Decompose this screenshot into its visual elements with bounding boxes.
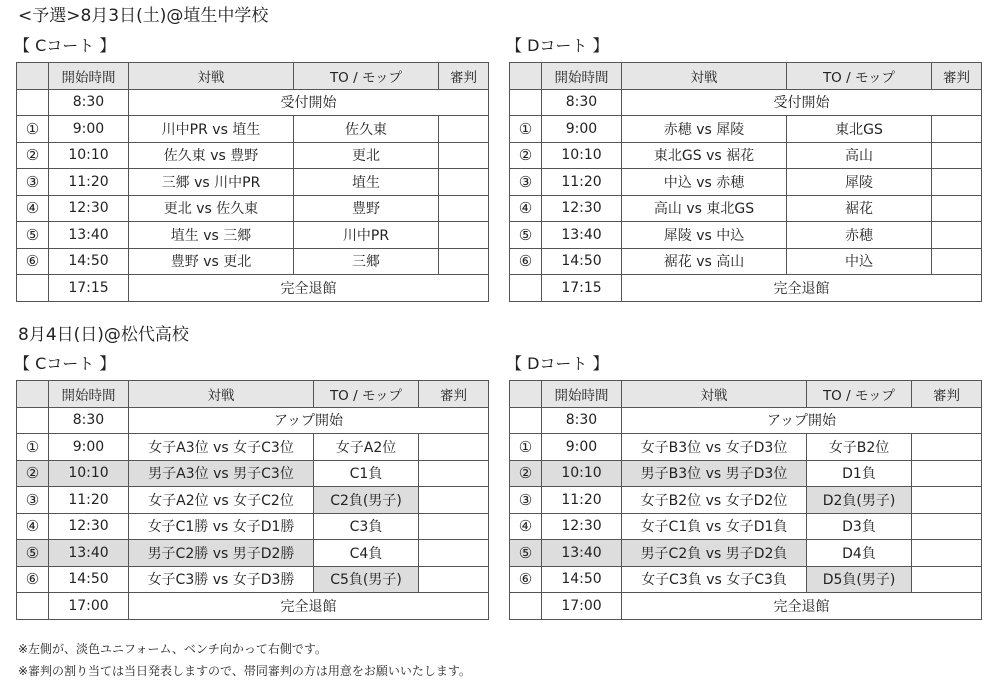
match-time: 11:20 bbox=[542, 487, 622, 514]
to-mop-team: 女子A2位 bbox=[314, 434, 419, 461]
match-number: ⑤ bbox=[17, 540, 49, 567]
to-mop-header: TO / モップ bbox=[294, 63, 439, 90]
match-time: 10:10 bbox=[542, 142, 622, 169]
day1-court-d-label: 【 Dコート 】 bbox=[506, 36, 609, 55]
day2-court-c-label: 【 Cコート 】 bbox=[14, 354, 116, 373]
referee-header: 審判 bbox=[912, 381, 982, 408]
match-number: ⑥ bbox=[510, 248, 542, 275]
closing-time: 17:15 bbox=[49, 275, 129, 302]
match-number: ④ bbox=[17, 513, 49, 540]
to-mop-team: 東北GS bbox=[787, 116, 932, 143]
referee-cell bbox=[439, 195, 489, 222]
closing-time: 17:00 bbox=[542, 593, 622, 620]
reception-label: 受付開始 bbox=[622, 89, 982, 116]
match-teams: 裾花 vs 高山 bbox=[622, 248, 787, 275]
referee-cell bbox=[439, 222, 489, 249]
match-time: 13:40 bbox=[542, 222, 622, 249]
match-header: 対戦 bbox=[622, 381, 807, 408]
table-row bbox=[510, 142, 982, 169]
day1-court-d-table bbox=[509, 62, 982, 302]
match-teams: 豊野 vs 更北 bbox=[129, 248, 294, 275]
to-mop-header: TO / モップ bbox=[314, 381, 419, 408]
referee-cell bbox=[419, 566, 489, 593]
match-teams: 東北GS vs 裾花 bbox=[622, 142, 787, 169]
warmup-time: 8:30 bbox=[542, 407, 622, 434]
match-time: 14:50 bbox=[49, 566, 129, 593]
reception-row bbox=[510, 89, 982, 116]
match-teams: 女子A3位 vs 女子C3位 bbox=[129, 434, 314, 461]
to-mop-team: C5負(男子) bbox=[314, 566, 419, 593]
match-number: ③ bbox=[510, 487, 542, 514]
referee-cell bbox=[419, 513, 489, 540]
referee-cell bbox=[912, 540, 982, 567]
table-row bbox=[17, 116, 489, 143]
referee-header: 審判 bbox=[439, 63, 489, 90]
warmup-label: アップ開始 bbox=[622, 407, 982, 434]
table-row bbox=[17, 169, 489, 196]
match-number: ④ bbox=[17, 195, 49, 222]
to-mop-team: 高山 bbox=[787, 142, 932, 169]
match-number: ④ bbox=[510, 513, 542, 540]
to-mop-team: 中込 bbox=[787, 248, 932, 275]
match-time: 14:50 bbox=[542, 566, 622, 593]
table-row bbox=[17, 195, 489, 222]
to-mop-team: C2負(男子) bbox=[314, 487, 419, 514]
match-number: ① bbox=[17, 434, 49, 461]
table-row bbox=[17, 540, 489, 567]
to-mop-team: 川中PR bbox=[294, 222, 439, 249]
match-time: 14:50 bbox=[542, 248, 622, 275]
match-teams: 赤穂 vs 犀陵 bbox=[622, 116, 787, 143]
table-row bbox=[510, 222, 982, 249]
day1-court-c-table bbox=[16, 62, 489, 302]
closing-label: 完全退館 bbox=[622, 593, 982, 620]
reception-time: 8:30 bbox=[542, 89, 622, 116]
match-teams: 男子A3位 vs 男子C3位 bbox=[129, 460, 314, 487]
referee-cell bbox=[419, 434, 489, 461]
match-number: ② bbox=[17, 460, 49, 487]
blank-header-cell bbox=[17, 63, 49, 90]
table-row bbox=[510, 116, 982, 143]
to-mop-team: D5負(男子) bbox=[807, 566, 912, 593]
reception-time: 8:30 bbox=[49, 89, 129, 116]
match-time: 13:40 bbox=[49, 222, 129, 249]
match-number: ② bbox=[510, 142, 542, 169]
table-row bbox=[510, 434, 982, 461]
match-time: 10:10 bbox=[542, 460, 622, 487]
match-time: 12:30 bbox=[49, 195, 129, 222]
to-mop-header: TO / モップ bbox=[787, 63, 932, 90]
referee-cell bbox=[932, 248, 982, 275]
start-time-header: 開始時間 bbox=[49, 63, 129, 90]
to-mop-team: D4負 bbox=[807, 540, 912, 567]
match-number: ② bbox=[510, 460, 542, 487]
match-time: 12:30 bbox=[49, 513, 129, 540]
table-row bbox=[17, 222, 489, 249]
match-header: 対戦 bbox=[129, 63, 294, 90]
to-mop-header: TO / モップ bbox=[807, 381, 912, 408]
referee-cell bbox=[932, 116, 982, 143]
match-number: ② bbox=[17, 142, 49, 169]
to-mop-team: C1負 bbox=[314, 460, 419, 487]
start-time-header: 開始時間 bbox=[542, 63, 622, 90]
warmup-row bbox=[510, 407, 982, 434]
match-teams: 高山 vs 東北GS bbox=[622, 195, 787, 222]
table-row bbox=[17, 460, 489, 487]
referee-header: 審判 bbox=[419, 381, 489, 408]
match-time: 12:30 bbox=[542, 513, 622, 540]
match-teams: 女子C3勝 vs 女子D3勝 bbox=[129, 566, 314, 593]
table-row bbox=[510, 169, 982, 196]
referee-cell bbox=[419, 540, 489, 567]
referee-cell bbox=[932, 195, 982, 222]
match-number: ① bbox=[17, 116, 49, 143]
referee-cell bbox=[932, 169, 982, 196]
table-header-row bbox=[510, 63, 982, 90]
match-number: ⑥ bbox=[17, 248, 49, 275]
note-uniform: ※左側が、淡色ユニフォーム、ベンチ向かって右側です。 bbox=[18, 642, 327, 656]
match-time: 11:20 bbox=[49, 169, 129, 196]
match-teams: 佐久東 vs 豊野 bbox=[129, 142, 294, 169]
blank-header-cell bbox=[17, 381, 49, 408]
match-number: ⑥ bbox=[510, 566, 542, 593]
match-header: 対戦 bbox=[622, 63, 787, 90]
match-teams: 男子C2負 vs 男子D2負 bbox=[622, 540, 807, 567]
closing-label: 完全退館 bbox=[129, 593, 489, 620]
referee-cell bbox=[912, 513, 982, 540]
closing-row bbox=[510, 593, 982, 620]
day2-court-d-table bbox=[509, 380, 982, 620]
match-teams: 中込 vs 赤穂 bbox=[622, 169, 787, 196]
to-mop-team: 三郷 bbox=[294, 248, 439, 275]
closing-label: 完全退館 bbox=[622, 275, 982, 302]
match-number: ⑤ bbox=[17, 222, 49, 249]
referee-cell bbox=[419, 487, 489, 514]
match-number: ⑤ bbox=[510, 222, 542, 249]
table-row bbox=[510, 513, 982, 540]
match-teams: 女子B2位 vs 女子D2位 bbox=[622, 487, 807, 514]
start-time-header: 開始時間 bbox=[542, 381, 622, 408]
closing-row bbox=[510, 275, 982, 302]
warmup-time: 8:30 bbox=[49, 407, 129, 434]
table-header-row bbox=[17, 381, 489, 408]
to-mop-team: 更北 bbox=[294, 142, 439, 169]
match-teams: 女子C1勝 vs 女子D1勝 bbox=[129, 513, 314, 540]
match-time: 13:40 bbox=[49, 540, 129, 567]
table-row bbox=[17, 487, 489, 514]
match-teams: 三郷 vs 川中PR bbox=[129, 169, 294, 196]
match-time: 13:40 bbox=[542, 540, 622, 567]
match-number: ① bbox=[510, 116, 542, 143]
to-mop-team: 埴生 bbox=[294, 169, 439, 196]
reception-row bbox=[17, 89, 489, 116]
closing-label: 完全退館 bbox=[129, 275, 489, 302]
table-row bbox=[510, 248, 982, 275]
referee-cell bbox=[912, 487, 982, 514]
table-header-row bbox=[17, 63, 489, 90]
table-row bbox=[17, 248, 489, 275]
referee-cell bbox=[932, 222, 982, 249]
table-row bbox=[17, 513, 489, 540]
match-number: ④ bbox=[510, 195, 542, 222]
referee-cell bbox=[912, 434, 982, 461]
match-time: 11:20 bbox=[49, 487, 129, 514]
blank-header-cell bbox=[510, 63, 542, 90]
to-mop-team: D2負(男子) bbox=[807, 487, 912, 514]
table-row bbox=[510, 540, 982, 567]
referee-cell bbox=[439, 116, 489, 143]
to-mop-team: D3負 bbox=[807, 513, 912, 540]
table-row bbox=[17, 434, 489, 461]
start-time-header: 開始時間 bbox=[49, 381, 129, 408]
match-number: ③ bbox=[510, 169, 542, 196]
match-time: 9:00 bbox=[542, 116, 622, 143]
note-referee: ※審判の割り当ては当日発表しますので、帯同審判の方は用意をお願いいたします。 bbox=[18, 664, 471, 678]
table-header-row bbox=[510, 381, 982, 408]
referee-cell bbox=[439, 142, 489, 169]
match-time: 9:00 bbox=[49, 116, 129, 143]
day2-court-d-label: 【 Dコート 】 bbox=[506, 354, 609, 373]
table-row bbox=[510, 460, 982, 487]
table-row bbox=[510, 487, 982, 514]
reception-label: 受付開始 bbox=[129, 89, 489, 116]
warmup-row bbox=[17, 407, 489, 434]
closing-row bbox=[17, 275, 489, 302]
referee-header: 審判 bbox=[932, 63, 982, 90]
match-teams: 女子B3位 vs 女子D3位 bbox=[622, 434, 807, 461]
referee-cell bbox=[912, 460, 982, 487]
match-teams: 更北 vs 佐久東 bbox=[129, 195, 294, 222]
to-mop-team: 犀陵 bbox=[787, 169, 932, 196]
match-teams: 川中PR vs 埴生 bbox=[129, 116, 294, 143]
match-teams: 男子C2勝 vs 男子D2勝 bbox=[129, 540, 314, 567]
to-mop-team: 赤穂 bbox=[787, 222, 932, 249]
match-teams: 女子A2位 vs 女子C2位 bbox=[129, 487, 314, 514]
to-mop-team: D1負 bbox=[807, 460, 912, 487]
day2-title: 8月4日(日)@松代高校 bbox=[18, 325, 189, 345]
to-mop-team: 佐久東 bbox=[294, 116, 439, 143]
match-teams: 女子C1負 vs 女子D1負 bbox=[622, 513, 807, 540]
match-number: ⑤ bbox=[510, 540, 542, 567]
referee-cell bbox=[419, 460, 489, 487]
referee-cell bbox=[439, 169, 489, 196]
match-teams: 犀陵 vs 中込 bbox=[622, 222, 787, 249]
to-mop-team: 裾花 bbox=[787, 195, 932, 222]
match-time: 14:50 bbox=[49, 248, 129, 275]
match-number: ① bbox=[510, 434, 542, 461]
table-row bbox=[510, 566, 982, 593]
match-teams: 女子C3負 vs 女子C3負 bbox=[622, 566, 807, 593]
match-teams: 男子B3位 vs 男子D3位 bbox=[622, 460, 807, 487]
match-number: ⑥ bbox=[17, 566, 49, 593]
day1-court-c-label: 【 Cコート 】 bbox=[14, 36, 116, 55]
referee-cell bbox=[439, 248, 489, 275]
match-number: ③ bbox=[17, 169, 49, 196]
day1-title: <予選>8月3日(土)@埴生中学校 bbox=[18, 6, 269, 26]
warmup-label: アップ開始 bbox=[129, 407, 489, 434]
match-time: 10:10 bbox=[49, 460, 129, 487]
closing-row bbox=[17, 593, 489, 620]
table-row bbox=[510, 195, 982, 222]
match-time: 12:30 bbox=[542, 195, 622, 222]
match-teams: 埴生 vs 三郷 bbox=[129, 222, 294, 249]
match-number: ③ bbox=[17, 487, 49, 514]
match-time: 9:00 bbox=[542, 434, 622, 461]
table-row bbox=[17, 142, 489, 169]
match-time: 9:00 bbox=[49, 434, 129, 461]
table-row bbox=[17, 566, 489, 593]
referee-cell bbox=[912, 566, 982, 593]
closing-time: 17:00 bbox=[49, 593, 129, 620]
match-time: 10:10 bbox=[49, 142, 129, 169]
to-mop-team: 豊野 bbox=[294, 195, 439, 222]
to-mop-team: 女子B2位 bbox=[807, 434, 912, 461]
match-time: 11:20 bbox=[542, 169, 622, 196]
blank-header-cell bbox=[510, 381, 542, 408]
to-mop-team: C4負 bbox=[314, 540, 419, 567]
day2-court-c-table bbox=[16, 380, 489, 620]
match-header: 対戦 bbox=[129, 381, 314, 408]
to-mop-team: C3負 bbox=[314, 513, 419, 540]
referee-cell bbox=[932, 142, 982, 169]
closing-time: 17:15 bbox=[542, 275, 622, 302]
